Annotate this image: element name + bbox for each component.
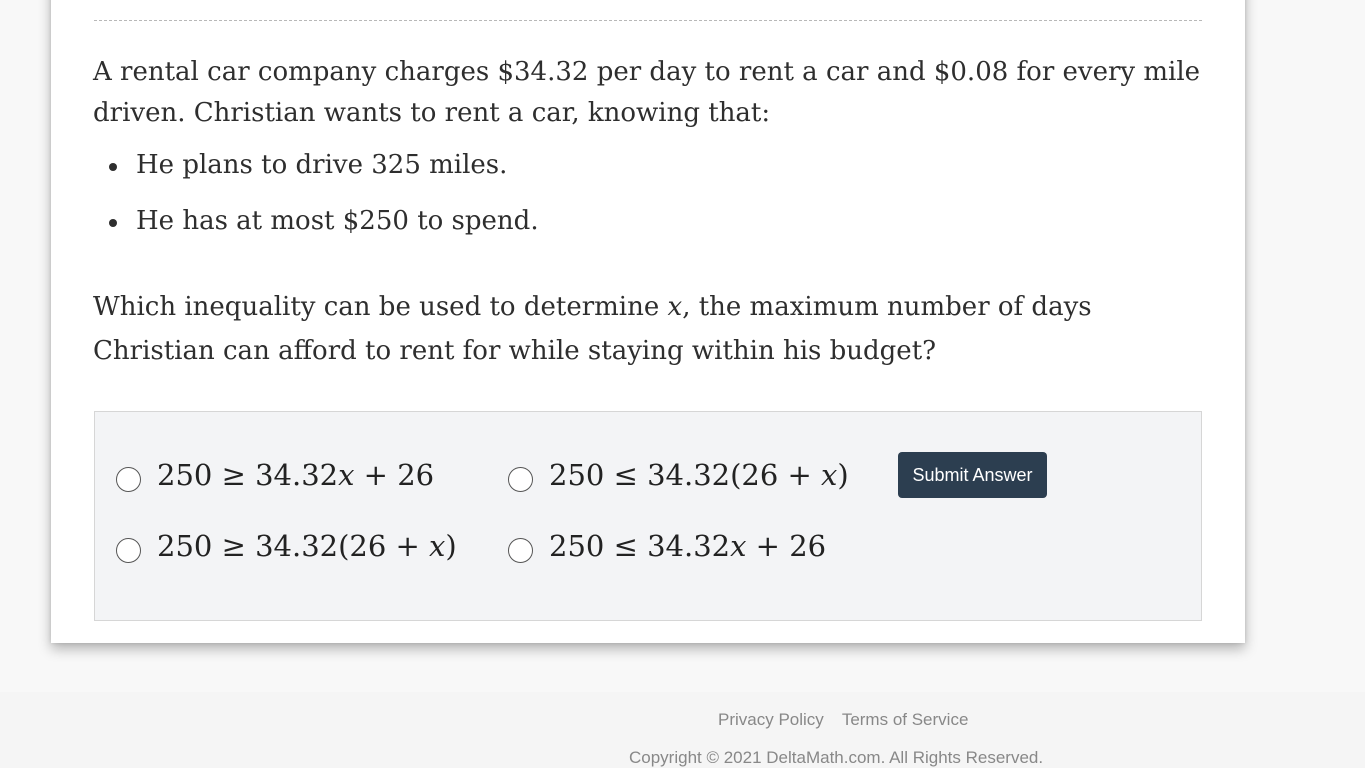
- choice-a[interactable]: [116, 458, 434, 492]
- choice-label: 250 ≥ 34.32𝑥 + 26: [157, 458, 435, 492]
- choice-label: 250 ≤ 34.32(26 + 𝑥): [549, 458, 849, 492]
- choice-d[interactable]: [508, 529, 826, 563]
- choice-c[interactable]: [116, 529, 457, 563]
- problem-text: [93, 52, 1203, 254]
- conditions-list: [93, 142, 1203, 254]
- radio-button[interactable]: [508, 538, 533, 563]
- question-text: Which inequality can be used to determine x, the maximum number of days Christian can afford to rent for while staying within his budget?: [93, 292, 1092, 366]
- bullet-icon: [109, 163, 117, 171]
- condition-item: He has at most $250 to spend.: [93, 198, 1203, 254]
- problem-intro: A rental car company charges $34.32 per day to rent a car and $0.08 for every mile driven. Christian wants to rent a car, knowing that:: [93, 57, 1201, 128]
- radio-button[interactable]: [508, 467, 533, 492]
- privacy-policy-link[interactable]: Privacy Policy: [718, 710, 824, 729]
- choice-label: 250 ≥ 34.32(26 + 𝑥): [157, 529, 457, 563]
- answer-choices-panel: [94, 411, 1202, 621]
- copyright-text: Copyright © 2021 DeltaMath.com. All Rights Reserved.: [629, 748, 1044, 767]
- terms-of-service-link[interactable]: Terms of Service: [841, 710, 969, 729]
- footer: [0, 692, 1365, 768]
- variable-x: x: [667, 292, 683, 322]
- radio-button[interactable]: [116, 538, 141, 563]
- submit-answer-button[interactable]: Submit Answer: [898, 452, 1047, 498]
- bullet-icon: [109, 219, 117, 227]
- dashed-divider: [94, 20, 1202, 21]
- radio-button[interactable]: [116, 467, 141, 492]
- choice-b[interactable]: [508, 458, 849, 492]
- footer-links: [718, 710, 986, 730]
- condition-item: He plans to drive 325 miles.: [93, 142, 1203, 198]
- choice-label: 250 ≤ 34.32𝑥 + 26: [549, 529, 827, 563]
